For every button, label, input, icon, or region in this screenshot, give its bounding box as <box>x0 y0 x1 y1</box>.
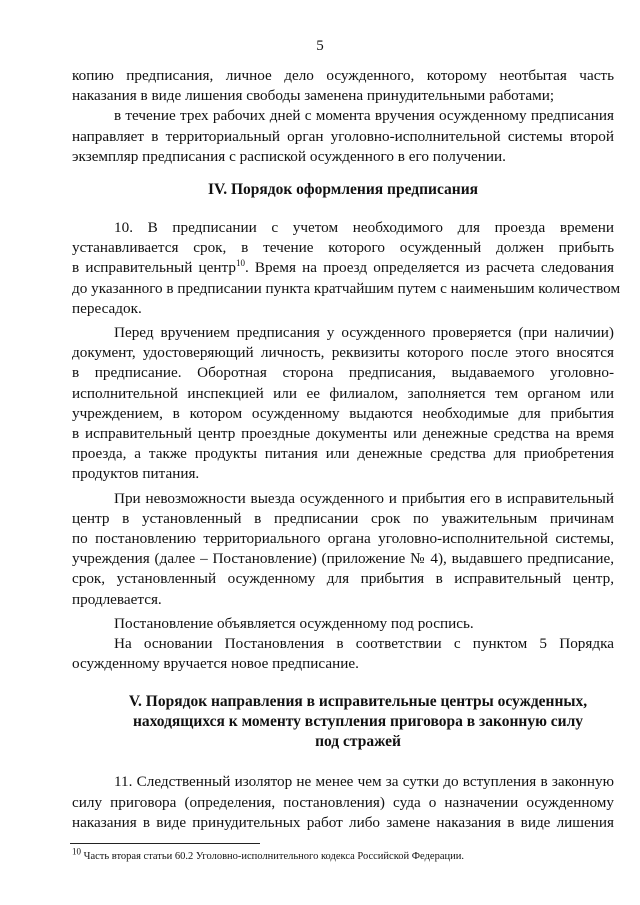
text-line <box>72 258 614 278</box>
text-line: учреждения (далее – Постановление) (приложение № 4), выдавшего предписание, <box>72 550 614 568</box>
text-line: 10. В предписании с учетом необходимого для проезда времени <box>114 219 614 237</box>
text-line: учреждением, в котором осужденному выдаются необходимые для прибытия <box>72 404 614 422</box>
footnote-divider <box>70 843 260 844</box>
text-line: срок, установленный осужденному для прибытия в исправительный центр, <box>72 570 614 588</box>
text-line: 11. Следственный изолятор не менее чем за сутки до вступления в законную <box>114 773 614 791</box>
paragraph-11 <box>72 772 614 833</box>
text-line: в предписание. Оборотная сторона предписания, выдаваемого уголовно- <box>72 364 614 382</box>
text-line: устанавливается срок, в течение которого осужденный должен прибыть <box>72 239 614 257</box>
text-line: проезда, а также продукты питания или денежные средства для приобретения <box>72 445 614 463</box>
text-line: Перед вручением предписания у осужденного проверяется (при наличии) <box>114 324 614 342</box>
text-line: продлевается. <box>72 590 162 608</box>
heading-line: V. Порядок направления в исправительные центры осужденных, <box>128 693 588 711</box>
text-line: При невозможности выезда осужденного и прибытия его в исправительный <box>114 489 614 507</box>
paragraph-announce: Постановление объявляется осужденному под роспись. <box>114 614 474 632</box>
text-fragment: . Время на проезд определяется из расчета следования <box>244 259 614 277</box>
text-line: исполнительной инспекцией или ее филиалом, заполняется тем органом или <box>72 384 614 402</box>
text-line: по постановлению территориального органа уголовно-исполнительной системы, <box>72 530 614 548</box>
text-line: осужденному вручается новое предписание. <box>72 655 359 673</box>
paragraph-before-delivery <box>72 323 614 485</box>
text-line: центр в установленный в предписании срок по уважительным причинам <box>72 509 614 527</box>
text-line: до указанного в предписании пункта кратчайшим путем с наименьшим количеством <box>72 279 621 297</box>
text-fragment: в исправительный центр <box>72 259 236 277</box>
page-number: 5 <box>316 38 324 54</box>
heading-line: под стражей <box>315 733 401 751</box>
text-line: наказания в виде лишения свободы заменена принудительными работами; <box>72 87 555 105</box>
text-line: продуктов питания. <box>72 465 200 483</box>
text-line: силу приговора (определения, постановления) суда о назначении осужденному <box>72 793 614 811</box>
footnote-ref[interactable]: 10 <box>235 258 245 269</box>
section-heading-v <box>72 692 614 752</box>
paragraph-basis <box>72 634 614 674</box>
paragraph-three-days <box>72 106 614 167</box>
text-line: На основании Постановления в соответствии с пунктом 5 Порядка <box>114 635 614 653</box>
text-line: наказания в виде принудительных работ либо замене наказания в виде лишения <box>72 813 614 831</box>
text-line: пересадок. <box>72 299 142 317</box>
text-line: в исправительный центр проездные документы или денежные средства на время <box>72 425 614 443</box>
paragraph-impossibility <box>72 489 614 610</box>
text-line: копию предписания, личное дело осужденного, которому неотбытая часть <box>72 67 614 84</box>
section-heading-iv: IV. Порядок оформления предписания <box>207 181 479 199</box>
text-line: направляет в территориальный орган уголовно-исполнительной системы второй <box>72 127 614 145</box>
paragraph-10 <box>72 218 621 319</box>
text-line: документ, удостоверяющий личность, реквизиты которого после этого вносятся <box>72 344 614 362</box>
footnote <box>72 846 614 863</box>
heading-line: находящихся к моменту вступления приговора в законную силу <box>132 713 584 731</box>
document-body <box>72 66 621 863</box>
footnote-mark: 10 <box>72 846 81 857</box>
footnote-text: Часть вторая статьи 60.2 Уголовно-исполнительного кодекса Российской Федерации. <box>83 851 464 863</box>
paragraph-copy <box>72 66 614 106</box>
text-line: в течение трех рабочих дней с момента вручения осужденному предписания <box>114 107 614 125</box>
text-line: экземпляр предписания с распиской осужденного в его получении. <box>72 147 506 165</box>
